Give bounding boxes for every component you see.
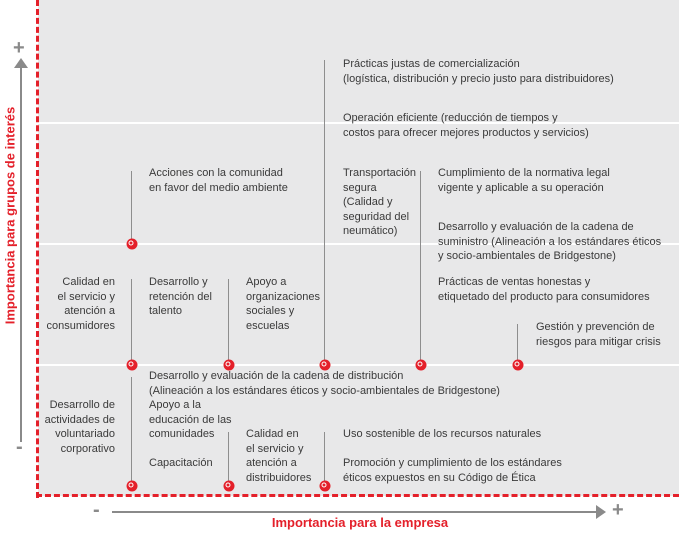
issue-label: Desarrollo de actividades de voluntariado corporativo	[44, 399, 115, 455]
connector-line	[324, 432, 325, 486]
issue-label: Operación eficiente (reducción de tiempos y costos para ofrecer mejores productos y servicios)	[343, 112, 589, 139]
y-axis-dashed-line	[36, 0, 39, 498]
issue-label: Prácticas de ventas honestas y etiquetado del producto para consumidores	[438, 276, 650, 303]
y-axis-minus: -	[16, 436, 23, 458]
x-axis-title: Importancia para la empresa	[271, 515, 449, 530]
issue-label: Desarrollo y retención del talento	[149, 276, 212, 317]
matrix-marker	[127, 360, 138, 371]
connector-line	[228, 279, 229, 365]
issue-label: Calidad en el servicio y atención a consumidores	[46, 276, 115, 332]
x-axis-minus: -	[93, 499, 100, 521]
issue-label: Capacitación	[149, 457, 213, 469]
issue-label: Uso sostenible de los recursos naturales	[343, 428, 542, 440]
matrix-marker	[320, 481, 331, 492]
y-axis-plus: +	[13, 37, 25, 59]
matrix-marker	[127, 481, 138, 492]
issue-label: Promoción y cumplimiento de los estándares éticos expuestos en su Código de Ética	[343, 457, 562, 484]
matrix-marker	[127, 239, 138, 250]
issue-label: Calidad en el servicio y atención a distribuidores	[246, 428, 312, 484]
x-axis-dashed-line	[36, 494, 679, 497]
issue-label: Acciones con la comunidad en favor del medio ambiente	[149, 167, 288, 194]
connector-line	[324, 60, 325, 365]
x-axis-arrow	[112, 511, 598, 513]
issue-label: Gestión y prevención de riesgos para mitigar crisis	[536, 321, 661, 348]
issue-label: Transportación segura (Calidad y seguridad del neumático)	[343, 167, 416, 237]
issue-label: Apoyo a la educación de las comunidades	[149, 399, 232, 440]
issue-label: Desarrollo y evaluación de la cadena de distribución (Alineación a los estándares éticos y socio-ambientales de Bridgestone)	[149, 370, 500, 397]
issue-label: Desarrollo y evaluación de la cadena de suministro (Alineación a los estándares éticos y socio-ambientales de Bridgestone)	[438, 221, 662, 262]
arrow-right-icon	[596, 505, 606, 519]
connector-line	[420, 171, 421, 365]
connector-line	[131, 171, 132, 244]
issue-label: Apoyo a organizaciones sociales y escuelas	[246, 276, 320, 332]
matrix-marker	[224, 481, 235, 492]
x-axis-plus: +	[612, 499, 624, 521]
connector-line	[131, 377, 132, 486]
y-axis-title: Importancia para grupos de interés	[2, 106, 18, 325]
matrix-marker	[513, 360, 524, 371]
connector-line	[131, 279, 132, 365]
issue-label: Prácticas justas de comercialización (logística, distribución y precio justo para distribuidores)	[343, 58, 614, 85]
y-axis-arrow	[20, 66, 22, 442]
issue-label: Cumplimiento de la normativa legal vigente y aplicable a su operación	[438, 167, 610, 194]
